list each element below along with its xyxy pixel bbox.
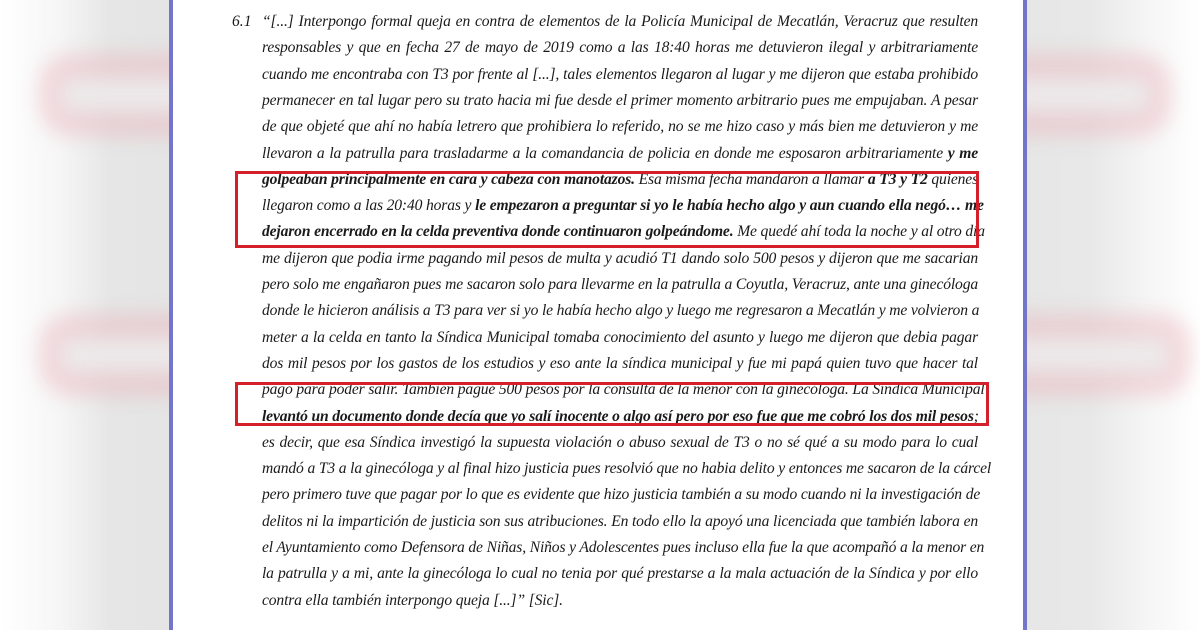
text-segment: dos mil pesos por los gastos de los estudios y eso ante la síndica municipal y fue mi papá quien tuvo que hacer tal (262, 354, 978, 372)
text-segment: la patrulla y a mi, ante la ginecóloga lo cual no tenia por qué prestarse a la mala actuación de la Síndica y por ello (262, 565, 978, 583)
document-line (262, 354, 978, 374)
document-page (169, 0, 1027, 630)
document-line (262, 275, 978, 295)
document-line (262, 38, 978, 58)
document-line (262, 12, 978, 32)
text-segment: contra ella también interpongo queja [...]” [Sic]. (262, 591, 563, 609)
document-line (262, 485, 981, 505)
bold-text-segment: le empezaron a preguntar si yo le había hecho algo y aun cuando ella negó… me (475, 197, 984, 215)
text-segment: ; (973, 407, 979, 425)
text-segment: pago para poder salir. También pagué 500 pesos por la consulta de la menor con la ginecóloga. La Síndica Municipal (262, 381, 985, 399)
text-segment: responsables y que en fecha 27 de mayo de 2019 como a las 18:40 horas me detuvieron ilegal y arbitrariamente (262, 39, 978, 57)
text-segment: llevaron a la patrulla para trasladarme a la comandancia de policia en donde me esposaron arbitrariamente (262, 144, 948, 162)
bold-text-segment: levantó un documento donde decía que yo salí inocente o algo así pero por eso fue que me cobró los dos mil pesos (262, 407, 974, 425)
text-segment: meter a la celda en tanto la Síndica Municipal tomaba conocimiento del asunto y luego me dijeron que debia pagar (262, 328, 978, 346)
document-line (262, 117, 978, 137)
bold-text-segment: dejaron encerrado en la celda preventiva donde continuaron golpeándome. (262, 223, 734, 241)
document-line (262, 301, 978, 321)
text-segment: es decir, que esa Síndica investigó la supuesta violación o abuso sexual de T3 o no sé qué a su modo para lo cual (262, 433, 978, 451)
blurred-background-right (1000, 0, 1200, 630)
document-line (262, 65, 978, 85)
text-segment: quienes (927, 170, 978, 188)
blurred-highlight-band (1000, 315, 1190, 395)
text-segment: Me quedé ahí toda la noche y al otro día (733, 223, 985, 241)
highlight-box-beating (235, 171, 979, 248)
text-segment: me dijeron que podia irme pagando mil pesos de multa y acudió T1 dando solo 500 pesos y dijeron que me sacarian (262, 249, 978, 267)
bold-text-segment: y me (947, 144, 978, 162)
document-line (262, 459, 992, 479)
text-segment: cuando me encontraba con T3 por frente al [...], tales elementos llegaron al lugar y me dijeron que estaba prohibido (262, 65, 978, 83)
text-segment: Esa misma fecha mandaron a llamar (634, 170, 868, 188)
document-line (262, 512, 978, 532)
document-line (262, 328, 978, 348)
text-segment: llegaron como a las 20:40 horas y (262, 197, 476, 215)
bold-text-segment: golpeaban principalmente en cara y cabeza con manotazos. (262, 170, 635, 188)
document-line (262, 564, 978, 584)
text-segment: delitos ni la impartición de justicia son sus atribuciones. En todo ello la apoyó una licenciada que también labora en (262, 512, 978, 530)
document-line (262, 144, 978, 164)
document-line (262, 91, 978, 111)
section-number: 6.1 (232, 13, 252, 30)
text-segment: pero primero tuve que pagar por lo que es evidente que hizo justicia también a su modo cuando ni la investigación de (262, 486, 981, 504)
text-segment: de que objeté que ahí no había letrero que prohibiera lo referido, no se me hizo caso y más bien me detuvieron y me (262, 118, 978, 136)
document-line (262, 249, 978, 269)
text-segment: donde le hicieron análisis a T3 para ver si yo le había hecho algo y luego me regresaron a Mecatlán y me volvieron a (262, 302, 980, 320)
bold-text-segment: a T3 y T2 (867, 170, 928, 188)
text-segment: el Ayuntamiento como Defensora de Niñas, Niños y Adolescentes pues incluso ella fue la que acompañó a la menor en (262, 539, 985, 556)
text-segment: pero solo me engañaron pues me sacaron solo para llevarme en la patrulla a Coyutla, Veracruz, ante una ginecóloga (262, 276, 978, 293)
highlight-box-payment (235, 382, 989, 426)
document-line (262, 433, 978, 453)
text-segment: “[...] Interpongo formal queja en contra de elementos de la Policía Municipal de Mecatlán, Veracruz que resulten (262, 13, 978, 30)
document-line (262, 538, 985, 558)
document-line (262, 591, 978, 611)
text-segment: mandó a T3 a la ginecóloga y al final hizo justicia pues resolvió que no habia delito y entonces me sacaron de la cárcel (262, 460, 992, 478)
text-segment: permanecer en tal lugar pero su trato hacia mi fue desde el primer momento arbitrario pues me empujaban. A pesar (262, 91, 978, 109)
